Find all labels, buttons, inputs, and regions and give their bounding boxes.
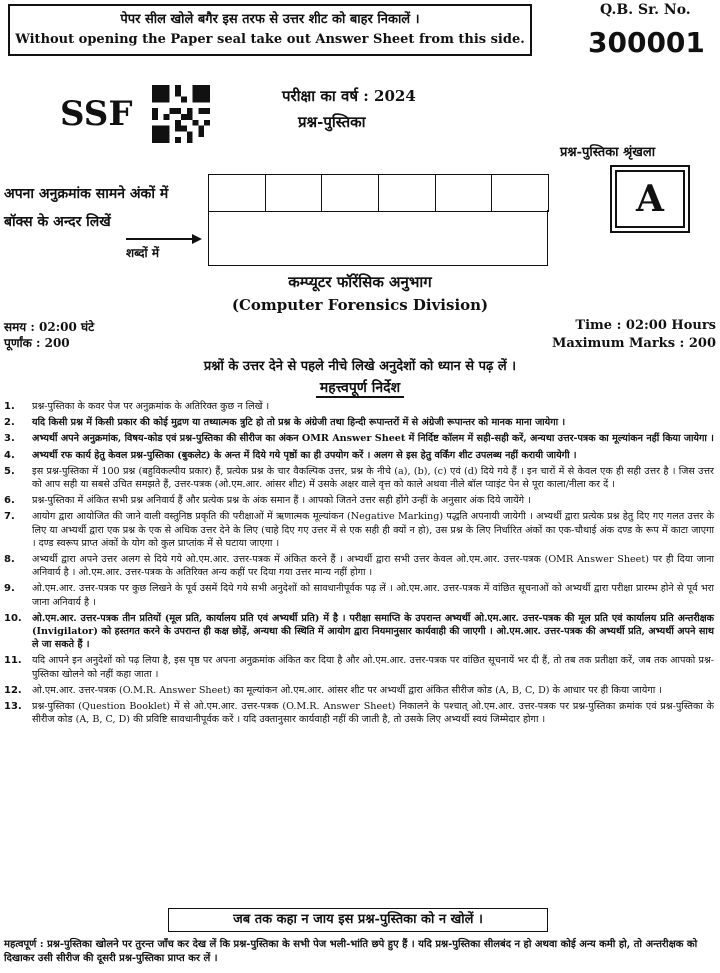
roll-number-digit-boxes[interactable] [208,174,549,212]
seal-notice-hindi: पेपर सील खोले बगैर इस तरफ से उत्तर शीट को बाहर निकालें । [120,12,420,27]
instructions-list [4,400,714,729]
important-footer-note: महत्वपूर्ण : प्रश्न-पुस्तिका खोलने पर तुरन्त जाँच कर देख लें कि प्रश्न-पुस्तिका के सभी पेज भली-भांति छपे हुए हैं । यदि प्रश्न-पुस्तिका सीलबंद न हो अथवा कोई अन्य कमी हो, तो अन्तरीक्षक को दिखाकर उसी सीरीज की दूसरी प्रश्न-पुस्तिका प्राप्त कर लें । [4,939,698,964]
seal-notice-box [8,4,532,56]
roll-digit-box[interactable] [436,175,493,211]
read-instructions-note: प्रश्नों के उत्तर देने से पहले नीचे लिखे अनुदेशों को ध्यान से पढ़ लें । [203,359,517,374]
marks-hindi: पूर्णांक : 200 [4,336,70,350]
arrow-right-icon [126,234,202,244]
series-box: A [615,170,685,228]
roll-digit-box[interactable] [209,175,266,211]
roll-digit-box[interactable] [379,175,436,211]
instruction-item: 8. अभ्यर्थी द्वारा अपने उत्तर अलग से दिये गये ओ.एम.आर. उत्तर-पत्रक में अंकित करने हैं । अभ्यर्थी द्वारा सभी उत्तर केवल ओ.एम.आर. उत्तर-पत्रक (OMR Answer Sheet) पर ही दिया जाना अनिवार्य है । ओ.एम.आर. उत्तर-पत्रक के अतिरिक्त अन्य कहीं पर दिया गया उत्तर मान्य नहीं होगा । [4,554,714,579]
do-not-open-box: जब तक कहा न जाय इस प्रश्न-पुस्तिका को न खोलें । [168,908,548,932]
instruction-item: 1. प्रश्न-पुस्तिका के कवर पेज पर अनुक्रमांक के अतिरिक्त कुछ न लिखें । [4,401,270,412]
important-instructions-heading: महत्त्वपूर्ण निर्देश [0,378,720,397]
roll-instruction-line2: बॉक्स के अन्दर लिखें [4,214,111,230]
instruction-item: 10. ओ.एम.आर. उत्तर-पत्रक तीन प्रतियों (मूल प्रति, कार्यालय प्रति एवं अभ्यर्थी प्रति) में है । परीक्षा समाप्ति के उपरान्त अभ्यर्थी ओ.एम.आर. उत्तर-पत्रक की मूल प्रति एवं कार्यालय प्रति अन्तरीक्षक (Invigilator) को हस्तगत करने के उपरान्त ही कक्ष छोड़ें, अन्यथा की स्थिति में आयोग द्वारा नियमानुसार कार्यवाही की जाएगी । ओ.एम.आर. उत्तर-पत्रक की अभ्यर्थी प्रति, अभ्यर्थी अपने साथ ले जा सकते हैं । [4,612,714,651]
series-label: प्रश्न-पुस्तिका श्रृंखला [560,145,656,160]
qb-serial-number: 300001 [588,26,705,59]
instruction-item: 12. ओ.एम.आर. उत्तर-पत्रक (O.M.R. Answer Sheet) का मूल्यांकन ओ.एम.आर. आंसर शीट पर अभ्यर्थी द्वारा अंकित सीरीज कोड (A, B, C, D) के आधार पर ही किया जायेगा । [4,684,662,696]
time-hindi: समय : 02:00 घंटे [4,320,95,334]
instruction-item: 3. अभ्यर्थी अपने अनुक्रमांक, विषय-कोड एवं प्रश्न-पुस्तिका की सीरीज का अंकन OMR Answer Sheet में निर्दिष्ट कॉलम में सही-सही करें, अन्यथा उत्तर-पत्रक का मूल्यांकन नहीं किया जायेगा । [4,433,714,445]
qr-code-icon [152,85,210,143]
qb-serial-label: Q.B. Sr. No. [600,2,691,18]
instruction-item: 5. इस प्रश्न-पुस्तिका में 100 प्रश्न (बहुविकल्पीय प्रकार) हैं, प्रत्येक प्रश्न के चार वैकल्पिक उत्तर, प्रश्न के नीचे (a), (b), (c) एवं (d) दिये गये हैं । इन चारों में से केवल एक ही सही उत्तर है । जिस उत्तर को आप सही या सबसे उचित समझते हैं, उत्तर-पत्रक (ओ.एम.आर. आंसर शीट) में उसके अक्षर वाले वृत्त को काले अथवा नीले बॉल प्वाइंट पेन से पूरा काला/नीला कर दें । [4,465,714,491]
roll-digit-box[interactable] [266,175,323,211]
roll-instruction-line1: अपना अनुक्रमांक सामने अंकों में [4,186,169,202]
roll-number-words-box[interactable] [208,210,548,266]
seal-notice-english: Without opening the Paper seal take out Answer Sheet from this side. [15,32,525,47]
org-code: SSF [60,94,133,134]
instruction-item: 7. आयोग द्वारा आयोजित की जाने वाली वस्तुनिष्ठ प्रकृति की परीक्षाओं में ऋणात्मक मूल्यांकन (Negative Marking) पद्धति अपनायी जायेगी । अभ्यर्थी द्वारा प्रत्येक प्रश्न हेतु दिए गए गलत उत्तर के लिए या अभ्यर्थी द्वारा एक प्रश्न के एक से अधिक उत्तर देने के लिए (चाहे दिए गए उत्तर में से एक सही ही क्यों न हो), उस प्रश्न के लिए निर्धारित अंकों का एक-चौथाई अंक दण्ड के रूप में काटा जाएगा । दण्ड स्वरूप प्राप्त अंकों के योग को कुल प्राप्तांक में से घटाया जाएगा । [4,511,715,549]
instruction-item: 9. ओ.एम.आर. उत्तर-पत्रक पर कुछ लिखने के पूर्व उसमें दिये गये सभी अनुदेशों को सावधानीपूर्वक पढ़ लें । ओ.एम.आर. उत्तर-पत्रक में वांछित सूचनाओं को अभ्यर्थी द्वारा परीक्षा प्रारम्भ होने से पूर्व भरा जाना अनिवार्य है । [4,583,714,608]
instruction-item: 2. यदि किसी प्रश्न में किसी प्रकार की कोई मुद्रण या तथ्यात्मक त्रुटि हो तो प्रश्न के अंग्रेजी तथा हिन्दी रूपान्तरों में से अंग्रेजी रूपान्तर को मानक माना जायेगा । [4,417,566,429]
roll-in-words-label: शब्दों में [126,246,159,260]
roll-digit-box[interactable] [492,175,549,211]
division-title-english: (Computer Forensics Division) [231,296,489,314]
instruction-item: 13. प्रश्न-पुस्तिका (Question Booklet) में से ओ.एम.आर. उत्तर-पत्रक (O.M.R. Answer Sheet) निकालने के पश्चात् ओ.एम.आर. उत्तर-पत्रक पर प्रश्न-पुस्तिका क्रमांक एवं प्रश्न-पुस्तिका के सीरीज कोड (A, B, C, D) की प्रविष्टि सावधानीपूर्वक करें । यदि उक्तानुसार कार्यवाही नहीं की जाती है, तो उसके लिए अभ्यर्थी स्वयं जिम्मेदार होगा । [4,701,714,726]
division-title-hindi: कम्प्यूटर फॉरेंसिक अनुभाग [288,273,432,291]
instruction-item: 4. अभ्यर्थी रफ कार्य हेतु केवल प्रश्न-पुस्तिका (बुकलेट) के अन्त में दिये गये पृष्ठों का ही उपयोग करें । अलग से इस हेतु वर्किंग शीट उपलब्ध नहीं करायी जायेगी । [4,449,577,461]
time-english: Time : 02:00 Hours [575,318,716,333]
instruction-item: 6. प्रश्न-पुस्तिका में अंकित सभी प्रश्न अनिवार्य हैं और प्रत्येक प्रश्न के अंक समान हैं । आपको जितने उत्तर सही होंगे उन्हीं के अनुसार अंक दिये जायेंगे । [4,495,531,507]
marks-english: Maximum Marks : 200 [552,336,716,351]
exam-year: परीक्षा का वर्ष : 2024 [282,87,416,105]
instruction-item: 11. यदि आपने इन अनुदेशों को पढ़ लिया है, इस पृष्ठ पर अपना अनुक्रमांक अंकित कर दिया है और ओ.एम.आर. उत्तर-पत्रक पर वांछित सूचनायें भर दी हैं, तो तब तक प्रतीक्षा करें, जब तक आपको प्रश्न-पुस्तिका खोलने को नहीं कहा जाता । [4,655,714,680]
roll-digit-box[interactable] [322,175,379,211]
booklet-label: प्रश्न-पुस्तिका [298,113,366,131]
